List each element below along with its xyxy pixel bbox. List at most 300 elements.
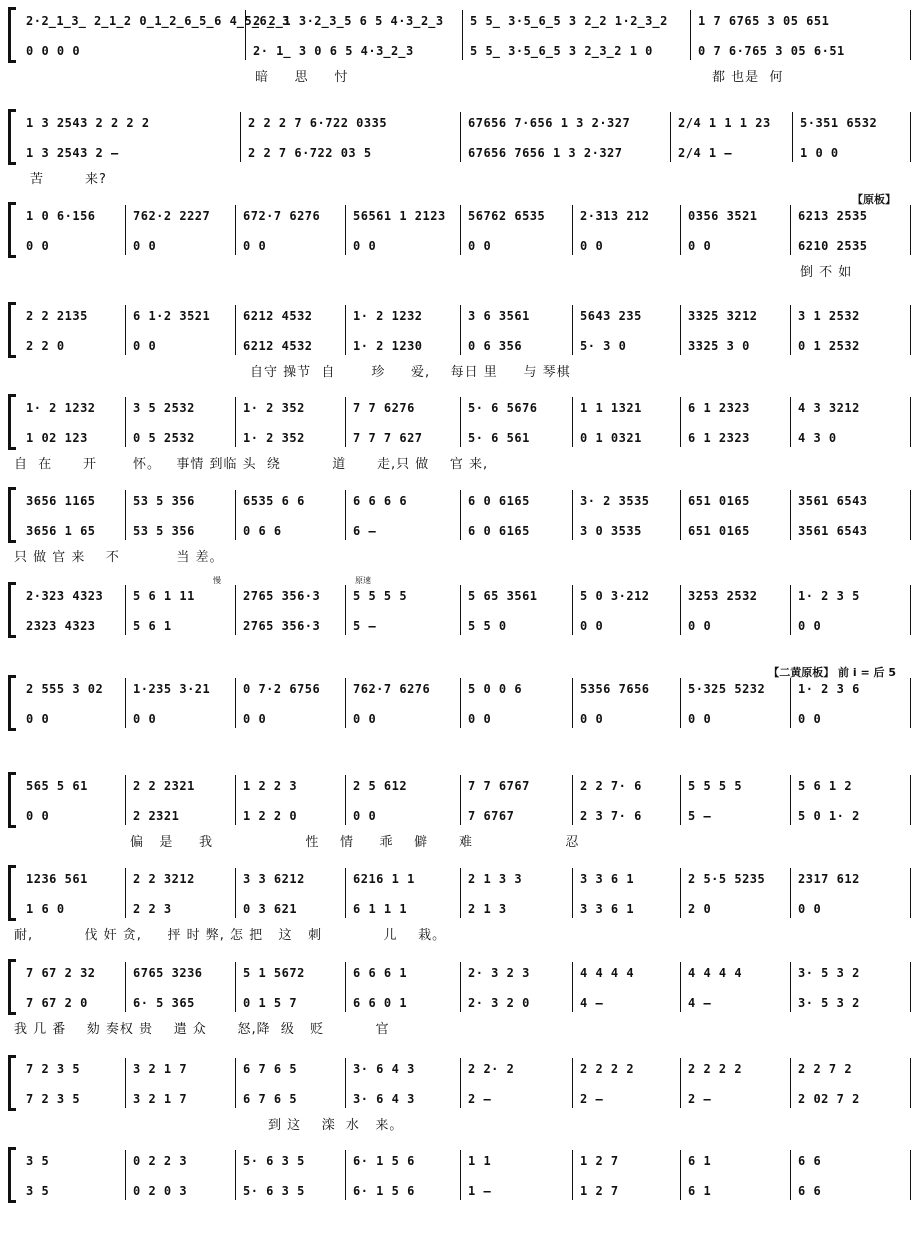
upper-staff-notes: 3561 6543: [798, 494, 868, 508]
lyric-line: 倒 不 如: [800, 265, 853, 280]
measure: [572, 1150, 678, 1202]
lower-staff-notes: 0 0: [468, 712, 492, 726]
upper-staff-notes: 3253 2532: [688, 589, 758, 603]
lyric-line: 自 在 开 怀。 事情 到临 头 绕 道 走,只 做 官 来,: [14, 457, 489, 472]
upper-staff-notes: 3· 5 3 2: [798, 966, 860, 980]
measure: [790, 305, 908, 357]
upper-staff-notes: 2 555 3 02: [26, 682, 104, 696]
upper-staff-notes: 3325 3212: [688, 309, 758, 323]
lower-staff-notes: 0 0: [26, 809, 50, 823]
upper-staff-notes: 1 1: [468, 1154, 492, 1168]
lower-staff-notes: 0 0: [26, 239, 50, 253]
measure: [235, 868, 343, 920]
measure: [345, 397, 458, 449]
lower-staff-notes: 5 —: [688, 809, 712, 823]
upper-staff-notes: 3656 1165: [26, 494, 96, 508]
upper-staff-notes: 6765 3236: [133, 966, 203, 980]
lyric-line: 自守 操节 自 珍 爱, 每日 里 与 琴棋: [250, 365, 571, 380]
upper-staff-notes: 2 2̲1 3·2̲3̲5 6 5 4·3̲2̲3: [253, 14, 444, 28]
upper-staff-notes: 2 2 2 2: [580, 1062, 635, 1076]
lyric-line: 到 这 滦 水 来。: [268, 1118, 404, 1133]
lower-staff-notes: 2 3 7· 6: [580, 809, 642, 823]
score-system: [0, 112, 916, 200]
measure: [125, 775, 233, 827]
upper-staff-notes: 0 7·2 6756: [243, 682, 321, 696]
upper-staff-notes: 5 6 1 2: [798, 779, 853, 793]
upper-staff-notes: 2 2 2 7 6·722 0335: [248, 116, 388, 130]
lower-staff-notes: 3· 5 3 2: [798, 996, 860, 1010]
upper-staff-notes: 3· 6 4 3: [353, 1062, 415, 1076]
measure: [18, 490, 123, 542]
measure: [235, 397, 343, 449]
measure: [240, 112, 458, 164]
upper-staff-notes: 53 5 356: [133, 494, 195, 508]
measure: [125, 205, 233, 257]
upper-staff-notes: 762·7 6276: [353, 682, 431, 696]
measure: [460, 490, 570, 542]
lower-staff-notes: 2· 3 2 0: [468, 996, 530, 1010]
barline: [910, 962, 911, 1012]
measure: [345, 775, 458, 827]
score-system: [0, 10, 916, 98]
measure: [462, 10, 688, 62]
measure: [680, 868, 788, 920]
barline: [910, 1058, 911, 1108]
barline: [910, 1150, 911, 1200]
measure: [345, 585, 458, 637]
measure: [790, 490, 908, 542]
upper-staff-notes: 2 2 7· 6: [580, 779, 642, 793]
measure: [235, 678, 343, 730]
upper-staff-notes: 2 2 2321: [133, 779, 195, 793]
upper-staff-notes: 6 1·2 3521: [133, 309, 211, 323]
measure: [680, 397, 788, 449]
lower-staff-notes: 2/4 1 —: [678, 146, 733, 160]
measure: [572, 305, 678, 357]
lyric-line: 我 几 番 劾 奏权 贵 遣 众 怒,降 级 贬 官: [14, 1022, 390, 1037]
measure: [345, 678, 458, 730]
system-bracket: [8, 1058, 15, 1108]
upper-staff-notes: 5·325 5232: [688, 682, 766, 696]
lower-staff-notes: 6212 4532: [243, 339, 313, 353]
lower-staff-notes: 0 0: [580, 619, 604, 633]
barline: [910, 868, 911, 918]
upper-staff-notes: 0 2 2 3: [133, 1154, 188, 1168]
measure: [460, 305, 570, 357]
measure: [18, 305, 123, 357]
section-tag: 【原板】: [852, 193, 896, 206]
upper-staff-notes: 6 1 2323: [688, 401, 750, 415]
lower-staff-notes: 1· 2 1230: [353, 339, 423, 353]
lower-staff-notes: 5 5 0: [468, 619, 507, 633]
lyric-line: 苦 来?: [30, 172, 107, 187]
upper-staff-notes: 2·2̲1̲3̲ 2̲1̲2 0̲1̲2̲6̲5̲6 4̲5̲6̲ 3: [26, 14, 290, 28]
upper-staff-notes: 565 5 61: [26, 779, 88, 793]
measure: [18, 1150, 123, 1202]
system-bracket: [8, 868, 15, 918]
lower-staff-notes: 3 3 6 1: [580, 902, 635, 916]
upper-staff-notes: 3 5 2532: [133, 401, 195, 415]
measure: [680, 678, 788, 730]
measure: [125, 1150, 233, 1202]
measure: [345, 490, 458, 542]
tempo-mark: 原速: [355, 576, 371, 585]
lower-staff-notes: 0 0: [688, 619, 712, 633]
upper-staff-notes: 2 2 2 2: [688, 1062, 743, 1076]
lower-staff-notes: 0 0: [26, 712, 50, 726]
upper-staff-notes: 1· 2 1232: [26, 401, 96, 415]
barline: [910, 112, 911, 162]
lower-staff-notes: 5· 6 3 5: [243, 1184, 305, 1198]
measure: [18, 868, 123, 920]
system-bracket: [8, 205, 15, 255]
measure: [125, 868, 233, 920]
lower-staff-notes: 6 0 6165: [468, 524, 530, 538]
system-bracket: [8, 775, 15, 825]
upper-staff-notes: 2· 3 2 3: [468, 966, 530, 980]
system-bracket: [8, 490, 15, 540]
lower-staff-notes: 2 1 3: [468, 902, 507, 916]
measure: [572, 678, 678, 730]
lower-staff-notes: 0 0: [353, 809, 377, 823]
upper-staff-notes: 1 2 2 3: [243, 779, 298, 793]
lower-staff-notes: 0 0: [580, 239, 604, 253]
measure: [680, 490, 788, 542]
upper-staff-notes: 5 5̲ 3·5̲6̲5 3 2̲2 1·2̲3̲2: [470, 14, 668, 28]
upper-staff-notes: 5 0 3·212: [580, 589, 650, 603]
system-bracket: [8, 678, 15, 728]
upper-staff-notes: 2 1 3 3: [468, 872, 523, 886]
barline: [910, 678, 911, 728]
lower-staff-notes: 0 0: [798, 902, 822, 916]
upper-staff-notes: 3 3 6 1: [580, 872, 635, 886]
lower-staff-notes: 6 7 6 5: [243, 1092, 298, 1106]
lower-staff-notes: 0 0: [243, 712, 267, 726]
measure: [235, 305, 343, 357]
upper-staff-notes: 6 0 6165: [468, 494, 530, 508]
upper-staff-notes: 0356 3521: [688, 209, 758, 223]
upper-staff-notes: 5 65 3561: [468, 589, 538, 603]
measure: [18, 678, 123, 730]
lower-staff-notes: 3 0 3535: [580, 524, 642, 538]
lower-staff-notes: 2 0: [688, 902, 712, 916]
measure: [235, 490, 343, 542]
measure: [572, 397, 678, 449]
lower-staff-notes: 6· 5 365: [133, 996, 195, 1010]
lower-staff-notes: 0 2 0 3: [133, 1184, 188, 1198]
lower-staff-notes: 1 6 0: [26, 902, 65, 916]
measure: [460, 585, 570, 637]
measure: [572, 1058, 678, 1110]
barline: [910, 10, 911, 60]
lower-staff-notes: 3325 3 0: [688, 339, 750, 353]
lower-staff-notes: 0 0: [243, 239, 267, 253]
measure: [18, 397, 123, 449]
upper-staff-notes: 2·313 212: [580, 209, 650, 223]
lower-staff-notes: 6 6: [798, 1184, 822, 1198]
score-system: [0, 397, 916, 485]
upper-staff-notes: 2 2 7 2: [798, 1062, 853, 1076]
lower-staff-notes: 6210 2535: [798, 239, 868, 253]
measure: [572, 585, 678, 637]
barline: [910, 397, 911, 447]
measure: [460, 868, 570, 920]
lower-staff-notes: 6· 1 5 6: [353, 1184, 415, 1198]
measure: [18, 205, 123, 257]
upper-staff-notes: 6 6: [798, 1154, 822, 1168]
upper-staff-notes: 2 5 612: [353, 779, 408, 793]
upper-staff-notes: 3 6 3561: [468, 309, 530, 323]
upper-staff-notes: 6 6 6 6: [353, 494, 408, 508]
score-system: [0, 305, 916, 393]
lower-staff-notes: 67656 7656 1 3 2·327: [468, 146, 623, 160]
lower-staff-notes: 2 2321: [133, 809, 180, 823]
measure: [680, 305, 788, 357]
lower-staff-notes: 5 —: [353, 619, 377, 633]
measure: [345, 962, 458, 1014]
lower-staff-notes: 1 3 2543 2 —: [26, 146, 119, 160]
lower-staff-notes: 0 3 621: [243, 902, 298, 916]
measure: [235, 205, 343, 257]
lyric-line: 耐, 伐 奸 贪, 抨 时 弊, 怎 把 这 刺 儿 栽。: [14, 928, 447, 943]
measure: [460, 397, 570, 449]
upper-staff-notes: 1 2 7: [580, 1154, 619, 1168]
upper-staff-notes: 56561 1 2123: [353, 209, 446, 223]
measure: [460, 112, 668, 164]
measure: [125, 962, 233, 1014]
system-bracket: [8, 1150, 15, 1200]
lower-staff-notes: 4 3 0: [798, 431, 837, 445]
score-system: [0, 962, 916, 1050]
lower-staff-notes: 2 2 3: [133, 902, 172, 916]
upper-staff-notes: 1· 2 1232: [353, 309, 423, 323]
upper-staff-notes: 2 5·5 5235: [688, 872, 766, 886]
lower-staff-notes: 5 5̲ 3·5̲6̲5 3 2̲3̲2 1 0: [470, 44, 653, 58]
tempo-mark: 慢: [213, 576, 221, 585]
lower-staff-notes: 0 1 5 7: [243, 996, 298, 1010]
upper-staff-notes: 5643 235: [580, 309, 642, 323]
lower-staff-notes: 0 6 6: [243, 524, 282, 538]
measure: [18, 10, 290, 62]
upper-staff-notes: 5 6 1 11: [133, 589, 195, 603]
lower-staff-notes: 651 0165: [688, 524, 750, 538]
lower-staff-notes: 6 —: [353, 524, 377, 538]
lower-staff-notes: 2 2 0: [26, 339, 65, 353]
upper-staff-notes: 7 7 6767: [468, 779, 530, 793]
lower-staff-notes: 0 0: [133, 239, 157, 253]
upper-staff-notes: 6 1: [688, 1154, 712, 1168]
measure: [792, 112, 908, 164]
system-bracket: [8, 10, 15, 60]
upper-staff-notes: 4 4 4 4: [580, 966, 635, 980]
lower-staff-notes: 3· 6 4 3: [353, 1092, 415, 1106]
lower-staff-notes: 0 0: [688, 239, 712, 253]
upper-staff-notes: 1 1 1321: [580, 401, 642, 415]
measure: [460, 205, 570, 257]
upper-staff-notes: 2/4 1 1 1 23: [678, 116, 771, 130]
lower-staff-notes: 1 0 0: [800, 146, 839, 160]
measure: [790, 585, 908, 637]
lower-staff-notes: 1 2 7: [580, 1184, 619, 1198]
barline: [910, 205, 911, 255]
measure: [460, 678, 570, 730]
upper-staff-notes: 5356 7656: [580, 682, 650, 696]
score-system: [0, 193, 916, 293]
lower-staff-notes: 0 0: [580, 712, 604, 726]
lower-staff-notes: 0 5 2532: [133, 431, 195, 445]
upper-staff-notes: 1·235 3·21: [133, 682, 211, 696]
upper-staff-notes: 1 0 6·156: [26, 209, 96, 223]
upper-staff-notes: 7 67 2 32: [26, 966, 96, 980]
upper-staff-notes: 1236 561: [26, 872, 88, 886]
measure: [460, 775, 570, 827]
upper-staff-notes: 1· 2 3 6: [798, 682, 860, 696]
lower-staff-notes: 5 0 1· 2: [798, 809, 860, 823]
measure: [790, 1058, 908, 1110]
lower-staff-notes: 7 2 3 5: [26, 1092, 81, 1106]
upper-staff-notes: 5 5 5 5: [688, 779, 743, 793]
score-system: [0, 1150, 916, 1238]
lower-staff-notes: 3 2 1 7: [133, 1092, 188, 1106]
measure: [572, 868, 678, 920]
upper-staff-notes: 2·323 4323: [26, 589, 104, 603]
upper-staff-notes: 4 4 4 4: [688, 966, 743, 980]
lower-staff-notes: 2 —: [688, 1092, 712, 1106]
upper-staff-notes: 3 5: [26, 1154, 50, 1168]
measure: [18, 962, 123, 1014]
measure: [18, 585, 123, 637]
system-bracket: [8, 305, 15, 355]
upper-staff-notes: 67656 7·656 1 3 2·327: [468, 116, 631, 130]
lower-staff-notes: 0 0: [688, 712, 712, 726]
measure: [790, 868, 908, 920]
upper-staff-notes: 1 7 6765 3 05 651: [698, 14, 830, 28]
upper-staff-notes: 6212 4532: [243, 309, 313, 323]
lower-staff-notes: 0 7 6·765 3 05 6·51: [698, 44, 845, 58]
measure: [790, 397, 908, 449]
measure: [125, 397, 233, 449]
lower-staff-notes: 2 02 7 2: [798, 1092, 860, 1106]
lower-staff-notes: 3656 1 65: [26, 524, 96, 538]
lower-staff-notes: 7 7 7 627: [353, 431, 423, 445]
upper-staff-notes: 4 3 3212: [798, 401, 860, 415]
upper-staff-notes: 56762 6535: [468, 209, 546, 223]
upper-staff-notes: 2 2· 2: [468, 1062, 515, 1076]
lower-staff-notes: 4 —: [688, 996, 712, 1010]
upper-staff-notes: 2765 356·3: [243, 589, 321, 603]
measure: [235, 962, 343, 1014]
measure: [690, 10, 908, 62]
lower-staff-notes: 5· 6 561: [468, 431, 530, 445]
lyric-line: 偏 是 我 性 情 乖 僻 难 忍: [130, 835, 580, 850]
lower-staff-notes: 0 1 0321: [580, 431, 642, 445]
lower-staff-notes: 1 02 123: [26, 431, 88, 445]
lower-staff-notes: 2 —: [468, 1092, 492, 1106]
lower-staff-notes: 3 5: [26, 1184, 50, 1198]
score-system: [0, 576, 916, 673]
system-bracket: [8, 397, 15, 447]
upper-staff-notes: 5 0 0 6: [468, 682, 523, 696]
measure: [125, 585, 233, 637]
score-system: [0, 868, 916, 956]
barline: [910, 305, 911, 355]
measure: [790, 678, 908, 730]
lower-staff-notes: 2 —: [580, 1092, 604, 1106]
upper-staff-notes: 1· 2 3 5: [798, 589, 860, 603]
lower-staff-notes: 6 1: [688, 1184, 712, 1198]
lower-staff-notes: 7 67 2 0: [26, 996, 88, 1010]
upper-staff-notes: 1· 2 352: [243, 401, 305, 415]
lower-staff-notes: 6 1 1 1: [353, 902, 408, 916]
lower-staff-notes: 2323 4323: [26, 619, 96, 633]
upper-staff-notes: 6535 6 6: [243, 494, 305, 508]
section-tag: 【二黄原板】 前 i = 后 5: [768, 666, 896, 679]
measure: [790, 962, 908, 1014]
lower-staff-notes: 3561 6543: [798, 524, 868, 538]
lower-staff-notes: 53 5 356: [133, 524, 195, 538]
lower-staff-notes: 0 0: [353, 712, 377, 726]
measure: [245, 10, 460, 62]
lower-staff-notes: 7 6767: [468, 809, 515, 823]
measure: [345, 868, 458, 920]
upper-staff-notes: 651 0165: [688, 494, 750, 508]
lower-staff-notes: 0 0 0 0: [26, 44, 81, 58]
lower-staff-notes: 0 0: [133, 339, 157, 353]
measure: [680, 1058, 788, 1110]
lower-staff-notes: 0 0: [798, 712, 822, 726]
upper-staff-notes: 3 2 1 7: [133, 1062, 188, 1076]
lower-staff-notes: 0 6 356: [468, 339, 523, 353]
lyric-line: 都 也是 何: [712, 70, 784, 85]
measure: [790, 1150, 908, 1202]
upper-staff-notes: 6· 1 5 6: [353, 1154, 415, 1168]
lower-staff-notes: 1 2 2 0: [243, 809, 298, 823]
upper-staff-notes: 3 1 2532: [798, 309, 860, 323]
upper-staff-notes: 762·2 2227: [133, 209, 211, 223]
lower-staff-notes: 0 0: [468, 239, 492, 253]
upper-staff-notes: 5· 6 5676: [468, 401, 538, 415]
barline: [910, 490, 911, 540]
upper-staff-notes: 5·351 6532: [800, 116, 878, 130]
lower-staff-notes: 2765 356·3: [243, 619, 321, 633]
measure: [670, 112, 790, 164]
system-bracket: [8, 962, 15, 1012]
measure: [790, 205, 908, 257]
upper-staff-notes: 3· 2 3535: [580, 494, 650, 508]
measure: [572, 205, 678, 257]
measure: [235, 1150, 343, 1202]
lower-staff-notes: 5· 3 0: [580, 339, 627, 353]
lyric-line: 暗 思 忖: [255, 70, 349, 85]
measure: [125, 1058, 233, 1110]
measure: [345, 1058, 458, 1110]
system-bracket: [8, 585, 15, 635]
lower-staff-notes: 0 0: [133, 712, 157, 726]
lower-staff-notes: 2 2 7 6·722 03 5: [248, 146, 372, 160]
lower-staff-notes: 0 1 2532: [798, 339, 860, 353]
measure: [680, 585, 788, 637]
upper-staff-notes: 5 1 5672: [243, 966, 305, 980]
upper-staff-notes: 5 5 5 5: [353, 589, 408, 603]
measure: [680, 962, 788, 1014]
upper-staff-notes: 3 3 6212: [243, 872, 305, 886]
measure: [18, 1058, 123, 1110]
measure: [345, 1150, 458, 1202]
lower-staff-notes: 0 0: [353, 239, 377, 253]
measure: [125, 490, 233, 542]
measure: [572, 775, 678, 827]
measure: [680, 205, 788, 257]
